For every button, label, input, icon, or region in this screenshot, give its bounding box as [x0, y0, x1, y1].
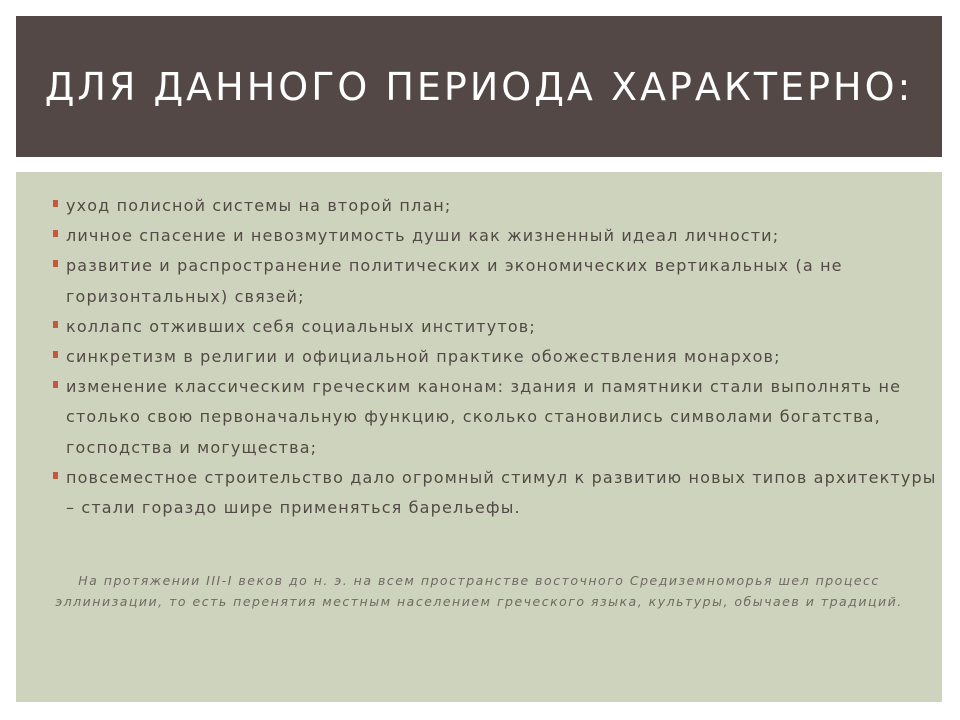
bullet-list: [58, 191, 938, 523]
bullet-text: развитие и распространение политических и экономических вертикальных (а не горизонтальных) связей;: [66, 256, 843, 306]
bullet-item: [58, 342, 938, 372]
slide-title: ДЛЯ ДАННОГО ПЕРИОДА ХАРАКТЕРНО:: [44, 64, 914, 109]
bullet-item: [58, 463, 938, 523]
square-bullet-icon: [53, 260, 58, 267]
square-bullet-icon: [53, 321, 58, 328]
bullet-item: [58, 251, 938, 311]
square-bullet-icon: [53, 351, 58, 358]
bullet-item: [58, 372, 938, 463]
square-bullet-icon: [53, 200, 58, 207]
slide-content-area: [16, 172, 942, 702]
square-bullet-icon: [53, 381, 58, 388]
bullet-text: изменение классическим греческим канонам: здания и памятники стали выполнять не столько свою первоначальную функцию, сколько становились символами богатства, господства и могущества;: [66, 377, 902, 457]
bullet-item: [58, 312, 938, 342]
bullet-item: [58, 221, 938, 251]
square-bullet-icon: [53, 230, 58, 237]
bullet-item: [58, 191, 938, 221]
bullet-text: уход полисной системы на второй план;: [66, 196, 452, 215]
bullet-text: синкретизм в религии и официальной практике обожествления монархов;: [66, 347, 781, 367]
bullet-text: коллапс отживших себя социальных институтов;: [66, 316, 536, 336]
footnote-text: На протяжении III-I веков до н. э. на всем пространстве восточного Средиземноморья шел процесс эллинизации, то есть перенятия местным населением греческого языка, культуры, обычаев и традиций.: [55, 573, 903, 609]
title-banner: [16, 16, 942, 157]
bullet-text: личное спасение и невозмутимость души как жизненный идеал личности;: [66, 226, 780, 246]
bullet-text: повсеместное строительство дало огромный стимул к развитию новых типов архитектуры – стали гораздо шире применяться барельефы.: [66, 467, 937, 518]
square-bullet-icon: [53, 472, 58, 479]
